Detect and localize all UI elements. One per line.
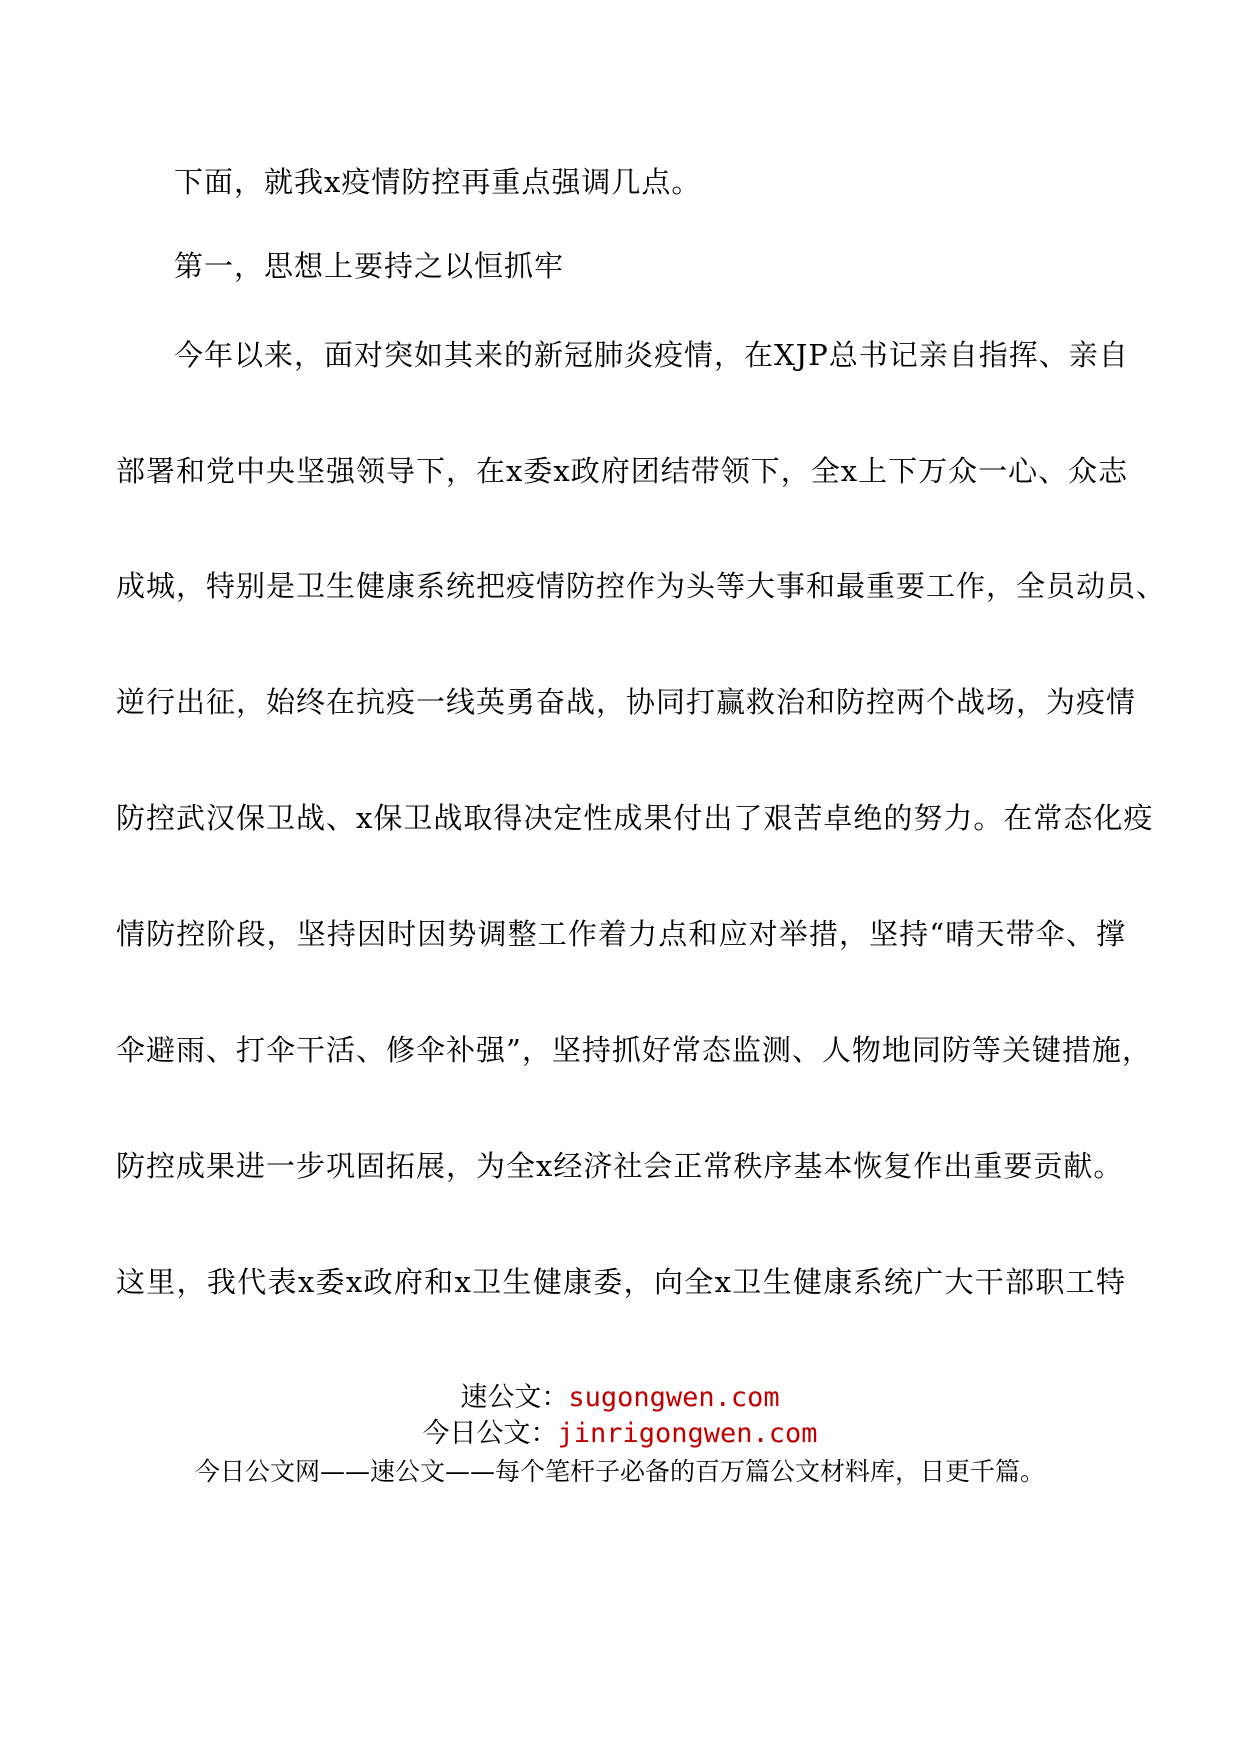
paragraph-line: 伞避雨、打伞干活、修伞补强”，坚持抓好常态监测、人物地同防等关键措施， [116,1033,1152,1067]
footer-jinrigongwen-label: 今日公文： [422,1418,558,1449]
jinrigongwen-link[interactable]: jinrigongwen.com [557,1418,818,1449]
paragraph-line-intro: 下面，就我x疫情防控再重点强调几点。 [174,165,702,199]
footer-sugongwen [0,1380,1240,1416]
paragraph-line: 防控成果进一步巩固拓展，为全x经济社会正常秩序基本恢复作出重要贡献。 [116,1149,1124,1183]
footer-sugongwen-label: 速公文： [460,1382,569,1413]
paragraph-line: 情防控阶段，坚持因时因势调整工作着力点和应对举措，坚持“晴天带伞、撑 [116,917,1126,951]
paragraph-line: 部署和党中央坚强领导下，在x委x政府团结带领下，全x上下万众一心、众志 [116,454,1129,488]
paragraph-line: 防控武汉保卫战、x保卫战取得决定性成果付出了艰苦卓绝的努力。在常态化疫 [116,801,1154,835]
paragraph-line: 成城，特别是卫生健康系统把疫情防控作为头等大事和最重要工作，全员动员、 [116,569,1167,603]
section-heading: 第一，思想上要持之以恒抓牢 [174,249,565,283]
footer-slogan: 今日公文网——速公文——每个笔杆子必备的百万篇公文材料库，日更千篇。 [194,1457,1045,1486]
paragraph-line: 今年以来，面对突如其来的新冠肺炎疫情，在XJP总书记亲自指挥、亲自 [174,338,1129,372]
footer-jinrigongwen [0,1416,1240,1452]
paragraph-line: 逆行出征，始终在抗疫一线英勇奋战，协同打赢救治和防控两个战场，为疫情 [116,685,1137,719]
sugongwen-link[interactable]: sugongwen.com [568,1382,780,1413]
paragraph-line: 这里，我代表x委x政府和x卫生健康委，向全x卫生健康系统广大干部职工特 [116,1265,1126,1299]
